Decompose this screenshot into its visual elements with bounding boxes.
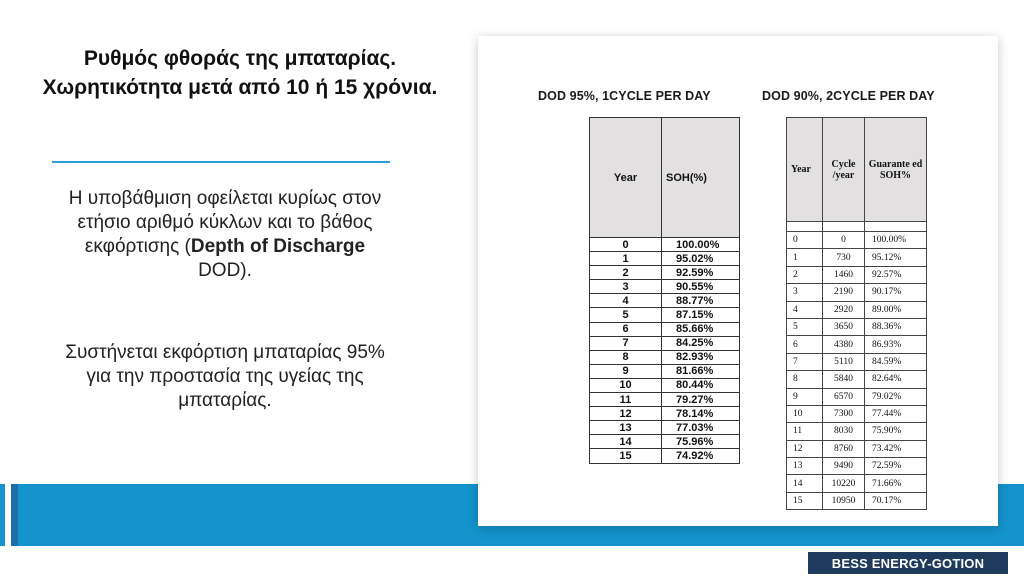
cell-year: 4	[590, 294, 662, 308]
cell-year: 7	[787, 353, 823, 370]
paragraph-degradation	[60, 187, 390, 283]
cell-year: 9	[590, 364, 662, 378]
cell-soh: 77.03%	[662, 421, 740, 435]
cell-guaranteed-soh: 86.93%	[865, 336, 927, 353]
column-header-cycle: Cycle /year	[823, 118, 865, 222]
cell-soh: 88.77%	[662, 294, 740, 308]
cell-cycles: 10220	[823, 475, 865, 492]
table1-title: DOD 95%, 1CYCLE PER DAY	[538, 89, 711, 103]
cell-cycles: 9490	[823, 458, 865, 475]
cell-year: 9	[787, 388, 823, 405]
cell-year: 0	[787, 232, 823, 249]
column-header-year: Year	[787, 118, 823, 222]
cell-cycles: 8030	[823, 423, 865, 440]
table-row	[590, 238, 740, 252]
table-row	[590, 407, 740, 421]
cell-year: 11	[787, 423, 823, 440]
cell-year: 1	[787, 249, 823, 266]
cell-cycles: 5840	[823, 371, 865, 388]
table-row	[787, 301, 927, 318]
cell-year: 6	[787, 336, 823, 353]
cell-year: 15	[590, 449, 662, 463]
table-row	[787, 284, 927, 301]
cell-year: 12	[590, 407, 662, 421]
table-row	[787, 423, 927, 440]
cell-cycles: 3650	[823, 318, 865, 335]
cell-year: 5	[787, 318, 823, 335]
soh-table-dod90	[786, 117, 927, 510]
table-row	[787, 249, 927, 266]
cell-year: 8	[590, 350, 662, 364]
cell-year: 14	[590, 435, 662, 449]
table-row	[787, 266, 927, 283]
cell-soh: 95.02%	[662, 252, 740, 266]
footer-brand-label: BESS ENERGY-GOTION	[808, 552, 1008, 574]
cell-cycles: 2190	[823, 284, 865, 301]
column-header-soh: SOH(%)	[662, 118, 740, 238]
cell-year: 10	[787, 405, 823, 422]
cell-cycles: 2920	[823, 301, 865, 318]
cell-soh: 75.96%	[662, 435, 740, 449]
table-row	[590, 421, 740, 435]
cell-soh: 78.14%	[662, 407, 740, 421]
soh-table-dod95	[589, 117, 740, 464]
column-header-guaranteed-soh: Guarante ed SOH%	[865, 118, 927, 222]
cell-year: 5	[590, 308, 662, 322]
cell-year: 10	[590, 378, 662, 392]
table-row	[590, 378, 740, 392]
cell-guaranteed-soh: 77.44%	[865, 405, 927, 422]
cell-year: 14	[787, 475, 823, 492]
table-row	[590, 308, 740, 322]
cell-cycles: 1460	[823, 266, 865, 283]
cell-guaranteed-soh: 82.64%	[865, 371, 927, 388]
table-row	[590, 350, 740, 364]
cell-cycles: 0	[823, 232, 865, 249]
spacer-row	[787, 222, 927, 232]
table-header-row	[590, 118, 740, 238]
table-row	[787, 353, 927, 370]
cell-guaranteed-soh: 92.57%	[865, 266, 927, 283]
slide-title: Ρυθμός φθοράς της μπαταρίας. Χωρητικότητα μετά από 10 ή 15 χρόνια.	[42, 47, 438, 99]
cell-year: 8	[787, 371, 823, 388]
cell-soh: 85.66%	[662, 322, 740, 336]
paragraph-recommendation: Συστήνεται εκφόρτιση μπαταρίας 95% για την προστασία της υγείας της μπαταρίας.	[65, 342, 385, 411]
cell-year: 0	[590, 238, 662, 252]
cell-cycles: 6570	[823, 388, 865, 405]
cell-cycles: 5110	[823, 353, 865, 370]
table-row	[787, 336, 927, 353]
cell-soh: 84.25%	[662, 336, 740, 350]
paragraph-text-end: DOD).	[198, 260, 252, 281]
table-row	[787, 388, 927, 405]
cell-year: 15	[787, 492, 823, 509]
cell-cycles: 730	[823, 249, 865, 266]
table-row	[590, 393, 740, 407]
cell-soh: 82.93%	[662, 350, 740, 364]
title-divider	[52, 161, 390, 163]
cell-cycles: 7300	[823, 405, 865, 422]
cell-year: 3	[787, 284, 823, 301]
cell-year: 2	[787, 266, 823, 283]
band-accent	[11, 484, 18, 546]
cell-soh: 81.66%	[662, 364, 740, 378]
cell-year: 1	[590, 252, 662, 266]
spacer-cell	[823, 222, 865, 232]
table-row	[787, 492, 927, 509]
table-row	[787, 440, 927, 457]
table-row	[590, 294, 740, 308]
cell-year: 4	[787, 301, 823, 318]
cell-year: 2	[590, 266, 662, 280]
table-row	[787, 232, 927, 249]
cell-soh: 80.44%	[662, 378, 740, 392]
cell-year: 13	[787, 458, 823, 475]
cell-cycles: 8760	[823, 440, 865, 457]
cell-soh: 90.55%	[662, 280, 740, 294]
table-row	[787, 458, 927, 475]
tables-card	[478, 36, 998, 526]
table-row	[787, 318, 927, 335]
cell-guaranteed-soh: 95.12%	[865, 249, 927, 266]
cell-guaranteed-soh: 70.17%	[865, 492, 927, 509]
paragraph-bold-term: Depth of Discharge	[190, 236, 366, 257]
table-row	[787, 475, 927, 492]
table-row	[590, 252, 740, 266]
cell-year: 12	[787, 440, 823, 457]
table2-title: DOD 90%, 2CYCLE PER DAY	[762, 89, 935, 103]
column-header-year: Year	[590, 118, 662, 238]
cell-soh: 92.59%	[662, 266, 740, 280]
table-row	[787, 405, 927, 422]
table-header-row	[787, 118, 927, 222]
table-row	[590, 336, 740, 350]
table-row	[590, 435, 740, 449]
table-row	[590, 266, 740, 280]
cell-cycles: 4380	[823, 336, 865, 353]
table-row	[590, 322, 740, 336]
cell-soh: 100.00%	[662, 238, 740, 252]
cell-guaranteed-soh: 89.00%	[865, 301, 927, 318]
cell-year: 6	[590, 322, 662, 336]
cell-soh: 87.15%	[662, 308, 740, 322]
paragraph-text: Η υποβάθμιση οφείλεται κυρίως στον ετήσιο αριθμό κύκλων και το βάθος εκφόρτισης (	[68, 188, 382, 257]
table-row	[787, 371, 927, 388]
cell-guaranteed-soh: 71.66%	[865, 475, 927, 492]
cell-guaranteed-soh: 73.42%	[865, 440, 927, 457]
cell-guaranteed-soh: 72.59%	[865, 458, 927, 475]
cell-cycles: 10950	[823, 492, 865, 509]
cell-year: 13	[590, 421, 662, 435]
cell-year: 3	[590, 280, 662, 294]
cell-guaranteed-soh: 84.59%	[865, 353, 927, 370]
cell-year: 11	[590, 393, 662, 407]
cell-soh: 74.92%	[662, 449, 740, 463]
cell-guaranteed-soh: 100.00%	[865, 232, 927, 249]
cell-guaranteed-soh: 79.02%	[865, 388, 927, 405]
cell-guaranteed-soh: 75.90%	[865, 423, 927, 440]
table-row	[590, 280, 740, 294]
cell-guaranteed-soh: 90.17%	[865, 284, 927, 301]
cell-guaranteed-soh: 88.36%	[865, 318, 927, 335]
cell-year: 7	[590, 336, 662, 350]
table-row	[590, 449, 740, 463]
table-row	[590, 364, 740, 378]
cell-soh: 79.27%	[662, 393, 740, 407]
spacer-cell	[787, 222, 823, 232]
spacer-cell	[865, 222, 927, 232]
